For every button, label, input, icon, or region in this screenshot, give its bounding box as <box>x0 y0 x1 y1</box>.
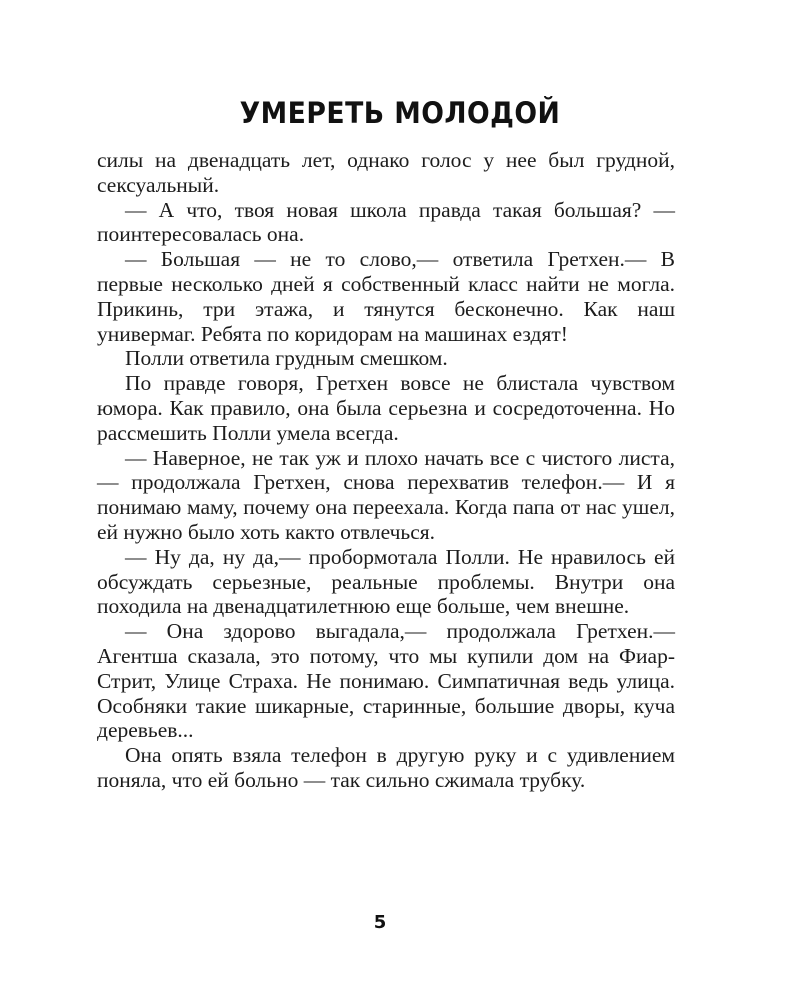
paragraph: — Наверное, не так уж и плохо начать все с чистого листа,— продолжала Гретхен, снова перехватив телефон.— И я понимаю маму, почему она переехала. Когда папа от нас ушел, ей нужно было хоть както отвлечься. <box>97 445 675 544</box>
paragraph: По правде говоря, Гретхен вовсе не блистала чувством юмора. Как правило, она была серьезна и сосредоточенна. Но рассмешить Полли умела всегда. <box>97 371 675 445</box>
paragraph: Полли ответила грудным смешком. <box>125 346 448 371</box>
page-number: 5 <box>373 912 387 933</box>
paragraph: Она опять взяла телефон в другую руку и с удивлением поняла, что ей больно — так сильно сжимала трубку. <box>97 743 675 792</box>
paragraph: — Она здорово выгадала,— продолжала Гретхен.— Агентша сказала, это потому, что мы купили дом на Фиар-Стрит, Улице Страха. Не понимаю. Симпатичная ведь улица. Особняки такие шикарные, старинные, большие дворы, куча деревьев... <box>97 619 675 743</box>
body-text <box>97 148 675 793</box>
running-title: УМЕРЕТЬ МОЛОДОЙ <box>239 96 561 130</box>
paragraph: — А что, твоя новая школа правда такая большая? — поинтересовалась она. <box>97 197 675 247</box>
paragraph: силы на двенадцать лет, однако голос у нее был грудной, сексуальный. <box>97 148 675 197</box>
paragraph: — Большая — не то слово,— ответила Гретхен.— В первые несколько дней я собственный класс найти не могла. Прикинь, три этажа, и тянутся бесконечно. Как наш универмаг. Ребята по коридорам на машинах ездят! <box>97 247 675 346</box>
paragraph: — Ну да, ну да,— пробормотала Полли. Не нравилось ей обсуждать серьезные, реальные проблемы. Внутри она походила на двенадцатилетнюю еще больше, чем внешне. <box>97 544 675 619</box>
